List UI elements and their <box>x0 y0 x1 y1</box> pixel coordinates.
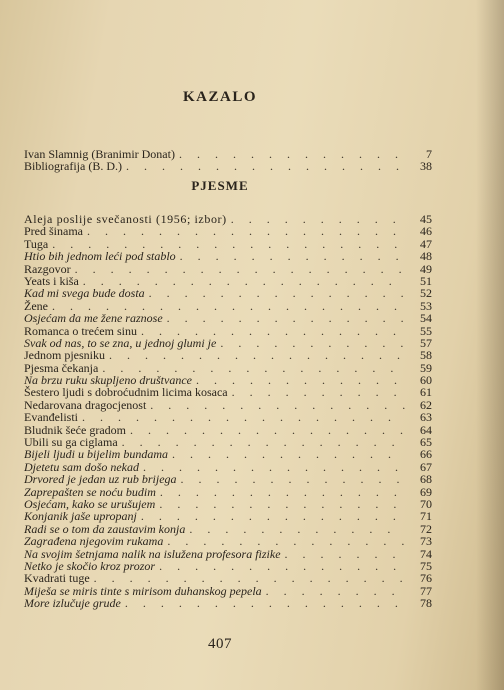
toc-entry-page: 75 <box>420 558 432 573</box>
toc-entry-title: Jednom pjesniku <box>24 348 105 363</box>
toc-entry-title: Bijeli ljudi u bijelim bundama <box>24 447 168 462</box>
toc-entry <box>24 448 432 460</box>
toc-entry-title: Žene <box>24 298 48 313</box>
toc-entry-page: 57 <box>420 335 432 350</box>
toc-entry-page: 7 <box>426 147 432 161</box>
toc-entry-title: Bludnik šeće gradom <box>24 422 126 437</box>
toc-entry-title: Nedarovana dragocjenost <box>24 397 147 412</box>
toc-entry <box>24 510 432 522</box>
page-heading: KAZALO <box>182 89 257 105</box>
toc-entry-page: 47 <box>420 236 432 251</box>
toc-entry-page: 71 <box>420 509 432 524</box>
toc-entry <box>24 213 432 225</box>
toc-entry <box>24 225 432 237</box>
toc-entry <box>24 160 432 172</box>
toc-entry-title: Ubili su ga ciglama <box>24 435 118 450</box>
toc-entry-title: Aleja poslije svečanosti (1956; izbor) <box>24 212 227 226</box>
toc-entry <box>24 535 432 547</box>
dot-leader <box>179 148 406 160</box>
dot-leader <box>159 498 406 510</box>
toc-entry-title: Netko je skočio kroz prozor <box>24 558 156 573</box>
toc-entry-page: 61 <box>420 385 432 400</box>
toc-entry <box>24 411 432 423</box>
toc-entry <box>24 386 432 398</box>
toc-entry <box>24 250 432 262</box>
dot-leader <box>130 424 406 436</box>
toc-entry-page: 51 <box>420 273 432 288</box>
toc-entry-page: 38 <box>420 159 432 174</box>
toc-entry-title: Zagrađena njegovim rukama <box>24 534 164 549</box>
toc-entry-page: 48 <box>420 249 432 264</box>
toc-entry <box>24 572 432 584</box>
toc-entry-title: Osjećam da me žene raznose <box>24 311 163 326</box>
dot-leader <box>160 486 406 498</box>
dot-leader <box>172 448 406 460</box>
toc-entry-title: Konjanik jaše upropanj <box>24 509 137 524</box>
toc-entry-page: 59 <box>420 360 432 375</box>
toc-entry-title: Kvadrati tuge <box>24 571 90 586</box>
toc-entry-page: 76 <box>420 571 432 586</box>
toc-entry-title: Svak od nas, to se zna, u jednoj glumi je <box>24 335 217 350</box>
dot-leader <box>109 349 406 361</box>
toc-entry-page: 45 <box>420 212 432 226</box>
toc-entry-title: More izlučuje grude <box>24 596 121 611</box>
toc-entry <box>24 312 432 324</box>
toc-entry-page: 68 <box>420 472 432 487</box>
toc-entry-page: 64 <box>420 422 432 437</box>
dot-leader <box>149 287 406 299</box>
toc-entry-title: Pred šinama <box>24 224 83 239</box>
toc-entry-page: 77 <box>420 583 432 598</box>
dot-leader <box>143 461 406 473</box>
toc-entry-page: 52 <box>420 286 432 301</box>
toc-entry-page: 74 <box>420 546 432 561</box>
dot-leader <box>75 263 406 275</box>
dot-leader <box>94 572 406 584</box>
dot-leader <box>159 560 406 572</box>
toc-entry <box>24 399 432 411</box>
toc-entry-page: 63 <box>420 410 432 425</box>
toc-entry-page: 49 <box>420 261 432 276</box>
dot-leader <box>82 411 406 423</box>
toc-entry-page: 78 <box>420 596 432 611</box>
dot-leader <box>220 337 406 349</box>
dot-leader <box>231 213 406 225</box>
toc-entry-title: Šestero ljudi s dobroćudnim licima kosaca <box>24 385 228 400</box>
toc-entry-page: 53 <box>420 298 432 313</box>
toc-entry-page: 66 <box>420 447 432 462</box>
dot-leader <box>266 585 406 597</box>
toc-entry-title: Tuga <box>24 236 49 251</box>
toc-entry-title: Na svojim šetnjama nalik na isluženа profesora fizike <box>24 546 281 561</box>
toc-entry-page: 60 <box>420 373 432 388</box>
dot-leader <box>181 473 406 485</box>
toc-entry-title: Pjesma čekanja <box>24 360 99 375</box>
toc-entry-title: Bibliografija (B. D.) <box>24 159 122 174</box>
toc-entry-page: 62 <box>420 397 432 412</box>
toc-entry-page: 54 <box>420 311 432 326</box>
toc-entry-title: Evanđelisti <box>24 410 78 425</box>
toc-entry <box>24 597 432 609</box>
toc-entry-page: 73 <box>420 534 432 549</box>
toc-entry-title: Miješa se miris tinte s mirisom duhanskog pepela <box>24 583 262 598</box>
toc-entry-title: Radi se o tom da zaustavim konja <box>24 521 186 536</box>
toc-entry-title: Na brzu ruku skupljeno društvance <box>24 373 192 388</box>
toc-entry-title: Kad mi svega bude dosta <box>24 286 145 301</box>
dot-leader <box>141 510 406 522</box>
toc-entry-page: 69 <box>420 484 432 499</box>
dot-leader <box>167 535 406 547</box>
toc-entry <box>24 349 432 361</box>
toc-entry-page: 58 <box>420 348 432 363</box>
dot-leader <box>150 399 406 411</box>
toc-entry-title: Razgovor <box>24 261 71 276</box>
toc-entry-page: 55 <box>420 323 432 338</box>
dot-leader <box>189 523 406 535</box>
page-number: 407 <box>208 636 232 652</box>
toc-entry-page: 67 <box>420 459 432 474</box>
dot-leader <box>87 225 406 237</box>
toc-entry-title: Ivan Slamnig (Branimir Donat) <box>24 147 175 161</box>
toc-entry-page: 70 <box>420 496 432 511</box>
toc-entry-page: 65 <box>420 435 432 450</box>
toc-entry <box>24 287 432 299</box>
dot-leader <box>285 548 406 560</box>
toc-entry-title: Htio bih jednom leći pod stablo <box>24 249 176 264</box>
toc-entry <box>24 473 432 485</box>
toc-entry-title: Zaprepašten se noću budim <box>24 484 156 499</box>
dot-leader <box>167 312 406 324</box>
toc-entry-page: 46 <box>420 224 432 239</box>
dot-leader <box>126 160 406 172</box>
toc-intro-list <box>24 148 432 173</box>
toc-entry-title: Djetetu sam došo nekad <box>24 459 139 474</box>
toc-entry-title: Osjećam, kako se urušujem <box>24 496 156 511</box>
toc-poem-list <box>24 213 432 610</box>
toc-entry-title: Drvored je jedan uz rub brijega <box>24 472 177 487</box>
section-heading: PJESME <box>191 178 249 193</box>
toc-entry <box>24 263 432 275</box>
toc-entry-page: 72 <box>420 521 432 536</box>
toc-entry-title: Yeats i kiša <box>24 273 79 288</box>
dot-leader <box>232 386 406 398</box>
dot-leader <box>125 597 406 609</box>
dot-leader <box>180 250 406 262</box>
toc-entry-title: Romanca o trećem sinu <box>24 323 137 338</box>
